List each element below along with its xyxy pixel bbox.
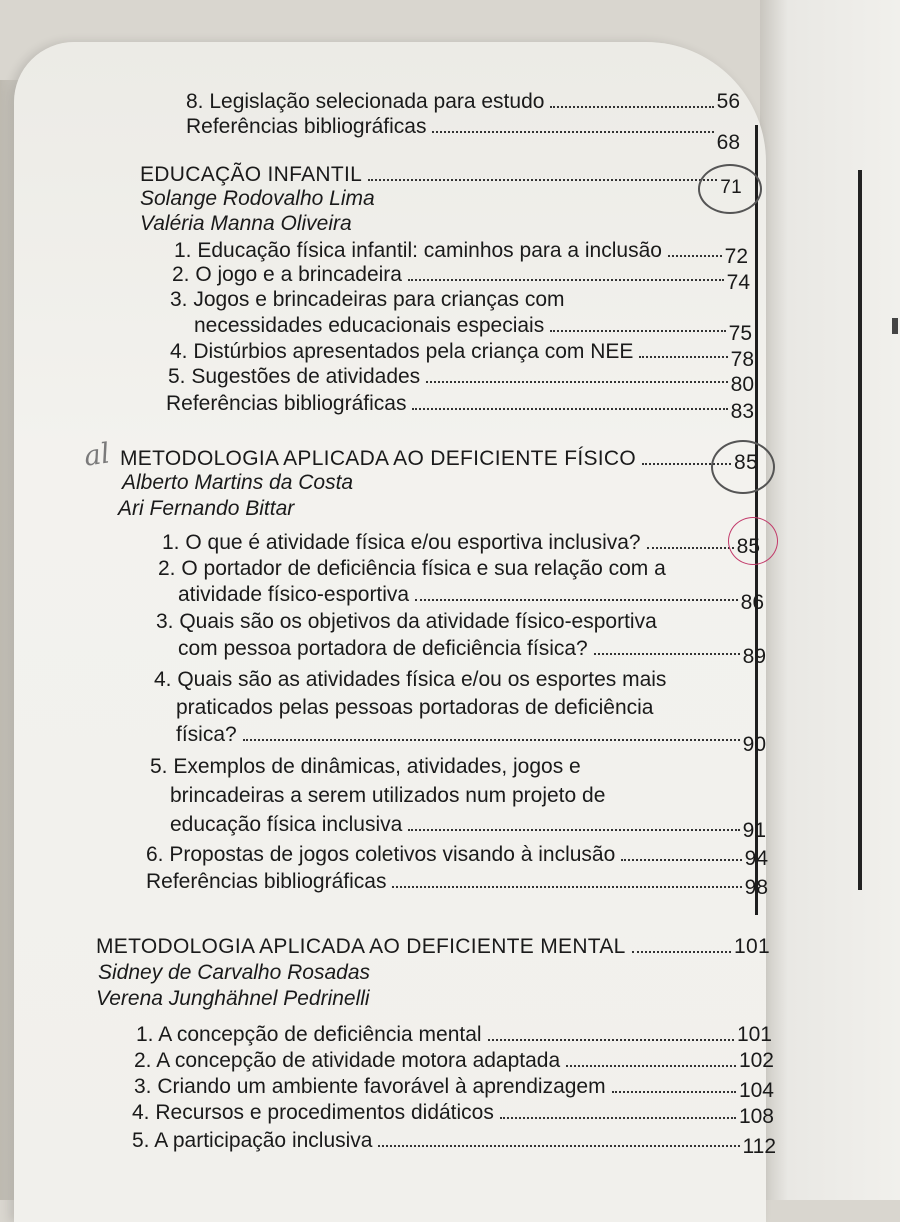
toc-entry-wrapped-line: 5. Exemplos de dinâmicas, atividades, jogos e: [150, 755, 581, 778]
toc-entry: [170, 339, 754, 371]
toc-entry: [174, 238, 748, 268]
toc-entry-page: 56: [716, 90, 740, 113]
toc-entry: [194, 313, 752, 345]
dot-leader: [642, 463, 731, 465]
toc-entry-page: 91: [742, 819, 766, 842]
dot-leader: [621, 859, 741, 861]
toc-entry-page: 98: [744, 876, 768, 899]
handwritten-mark: al: [81, 436, 112, 473]
dot-leader: [426, 381, 727, 383]
toc-entry-label: 2. A concepção de atividade motora adaptada: [134, 1049, 561, 1072]
toc-entry-page: 80: [730, 373, 754, 396]
toc-entry-label: 8. Legislação selecionada para estudo: [186, 90, 545, 113]
toc-entry-label: 5. A participação inclusiva: [132, 1129, 373, 1152]
toc-entry-page: 94: [744, 847, 768, 870]
toc-entry: [170, 812, 766, 842]
chapter-heading: [140, 162, 742, 198]
toc-entry-label: atividade físico-esportiva: [178, 583, 410, 606]
toc-entry-wrapped-line: brincadeiras a serem utilizados num projeto de: [170, 784, 606, 807]
dot-leader: [647, 547, 734, 549]
dot-leader: [432, 131, 713, 133]
toc-entry-label: com pessoa portadora de deficiência física?: [178, 637, 588, 660]
chapter-author: Verena Junghähnel Pedrinelli: [96, 987, 370, 1010]
toc-entry-label: 5. Sugestões de atividades: [168, 365, 421, 388]
dot-leader: [243, 739, 740, 741]
dot-leader: [500, 1117, 736, 1119]
dot-leader: [550, 106, 713, 108]
dot-leader: [639, 356, 727, 358]
toc-entry-page: 102: [738, 1049, 774, 1072]
toc-entry-wrapped-line: 3. Quais são os objetivos da atividade físico-esportiva: [156, 610, 657, 633]
chapter-author: Alberto Martins da Costa: [122, 471, 354, 494]
chapter-title: METODOLOGIA APLICADA AO DEFICIENTE FÍSICO: [120, 447, 637, 470]
toc-entry-page: 72: [724, 245, 748, 268]
toc-entry-page: 104: [738, 1079, 774, 1102]
chapter-author: Solange Rodovalho Lima: [140, 187, 375, 210]
toc-entry-label: necessidades educacionais especiais: [194, 314, 545, 337]
toc-entry-wrapped-line: 3. Jogos e brincadeiras para crianças com: [170, 288, 565, 311]
toc-entry: [134, 1048, 774, 1074]
toc-entry-page: 90: [742, 733, 766, 756]
chapter-title: METODOLOGIA APLICADA AO DEFICIENTE MENTAL: [96, 935, 626, 958]
chapter-author: Ari Fernando Bittar: [118, 497, 295, 520]
toc-entry: [146, 842, 768, 868]
dot-leader: [612, 1091, 736, 1093]
toc-entry: [178, 636, 766, 668]
toc-entry: [186, 89, 740, 115]
toc-entry: [162, 530, 760, 556]
toc-entry-page: 112: [742, 1135, 776, 1158]
dot-leader: [632, 951, 731, 953]
toc-entry: [168, 364, 754, 396]
toc-entry-page: 83: [730, 400, 754, 423]
chapter-title: EDUCAÇÃO INFANTIL: [140, 163, 363, 186]
toc-entry-label: Referências bibliográficas: [166, 392, 407, 415]
chapter-page: 71: [720, 177, 742, 198]
toc-entry-label: Referências bibliográficas: [186, 115, 427, 138]
dot-leader: [412, 408, 727, 410]
toc-entry: [172, 262, 750, 294]
dot-leader: [668, 255, 722, 257]
toc-entry: [136, 1022, 772, 1048]
toc-entry-label: 2. O jogo e a brincadeira: [172, 263, 402, 286]
toc-entry-page: 74: [726, 271, 750, 294]
toc-entry-label: 1. A concepção de deficiência mental: [136, 1023, 482, 1046]
chapter-page: 85: [734, 451, 758, 474]
toc-entry-label: 6. Propostas de jogos coletivos visando à inclusão: [146, 843, 616, 866]
toc-entry-label: 1. O que é atividade física e/ou esportiva inclusiva?: [162, 531, 641, 554]
toc-entry-page: 75: [728, 322, 752, 345]
dot-leader: [415, 599, 738, 601]
toc-entry-label: educação física inclusiva: [170, 813, 403, 836]
dot-leader: [408, 829, 739, 831]
toc-entry-page: 78: [730, 348, 754, 371]
dot-leader: [368, 179, 717, 181]
toc-entry-label: Referências bibliográficas: [146, 870, 387, 893]
toc-entry-label: 1. Educação física infantil: caminhos para a inclusão: [174, 239, 662, 262]
toc-entry-wrapped-line: praticados pelas pessoas portadoras de deficiência: [176, 696, 654, 719]
toc-entry-page: 85: [736, 535, 760, 558]
dot-leader: [594, 653, 740, 655]
toc-entry-label: 3. Criando um ambiente favorável à aprendizagem: [134, 1075, 606, 1098]
toc-entry: [176, 722, 766, 756]
toc-entry: [146, 869, 768, 899]
dot-leader: [392, 886, 741, 888]
dot-leader: [550, 330, 725, 332]
toc-entry-page: 86: [740, 591, 764, 614]
toc-entry: [134, 1074, 774, 1100]
toc-entry-page: 89: [742, 645, 766, 668]
chapter-author: Valéria Manna Oliveira: [140, 212, 352, 235]
toc-entry-page: 108: [738, 1105, 774, 1128]
toc-entry-label: 4. Recursos e procedimentos didáticos: [132, 1101, 494, 1124]
toc-entry-wrapped-line: 4. Quais são as atividades física e/ou os esportes mais: [154, 668, 667, 691]
chapter-heading: [120, 446, 758, 472]
toc-entry: [186, 114, 740, 154]
dot-leader: [566, 1065, 736, 1067]
toc-entry-wrapped-line: 2. O portador de deficiência física e sua relação com a: [158, 557, 666, 580]
toc-entry: [132, 1128, 776, 1158]
dot-leader: [408, 279, 724, 281]
chapter-heading: [96, 934, 770, 960]
toc-entry: [166, 391, 754, 423]
toc-entry: [132, 1100, 774, 1126]
toc-entry-label: física?: [176, 723, 237, 746]
dot-leader: [378, 1145, 739, 1147]
toc-entry-label: 4. Distúrbios apresentados pela criança com NEE: [170, 340, 634, 363]
toc-entry-page: 68: [716, 131, 740, 154]
chapter-author: Sidney de Carvalho Rosadas: [98, 961, 370, 984]
toc-entry-page: 101: [736, 1023, 772, 1046]
dot-leader: [488, 1039, 734, 1041]
toc-entry: [178, 582, 764, 614]
chapter-page: 101: [734, 935, 770, 958]
